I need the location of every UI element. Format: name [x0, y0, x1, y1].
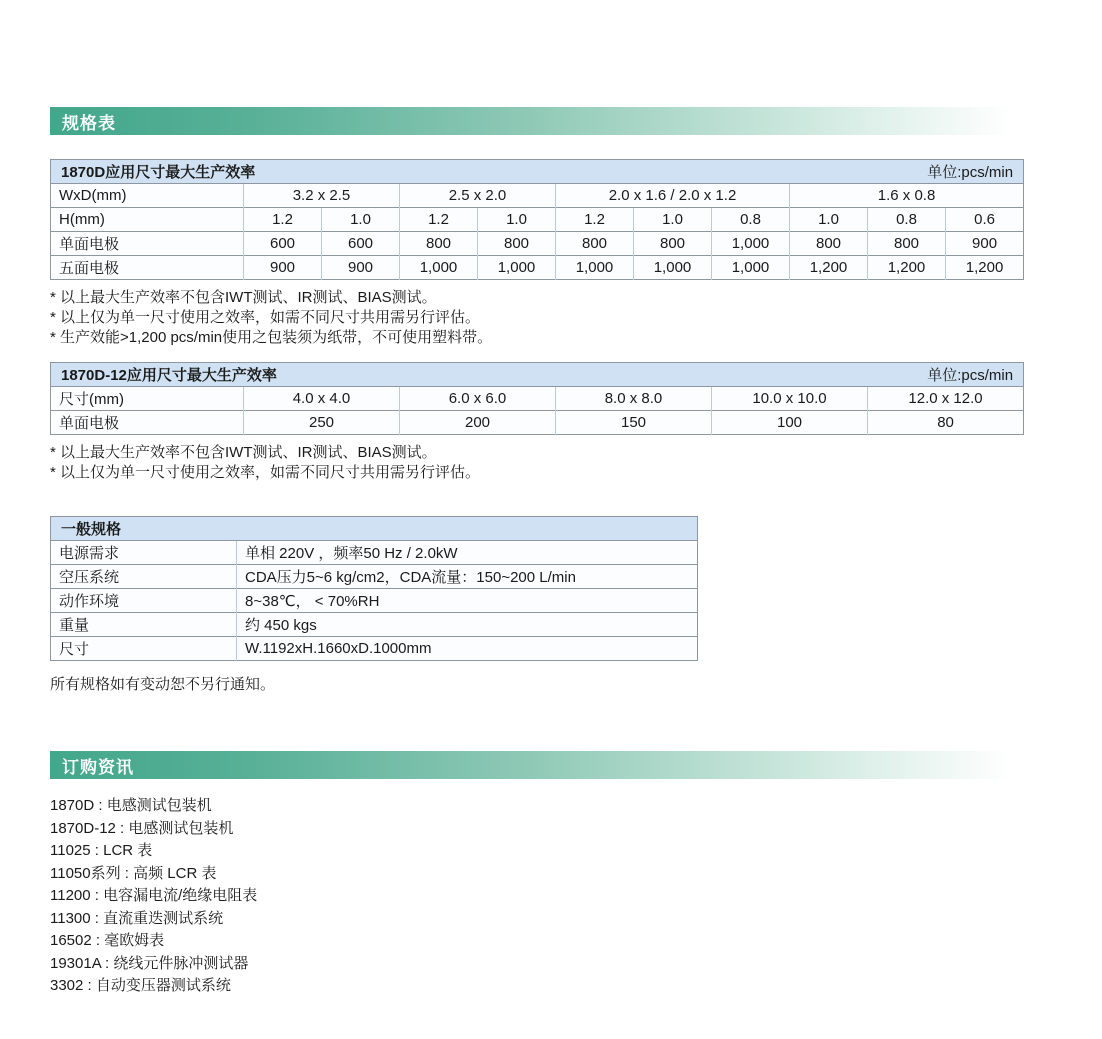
- table-row-wxd: [51, 184, 1024, 208]
- table-cell: 4.0 x 4.0: [244, 387, 400, 411]
- table-title-row: [51, 363, 1024, 387]
- table-cell: 900: [244, 256, 322, 280]
- table-general-specs: [50, 516, 698, 661]
- order-item: 11300 : 直流重迭测试系统: [50, 909, 224, 927]
- table-cell: 1.0: [790, 208, 868, 232]
- table-cell: 8.0 x 8.0: [556, 387, 712, 411]
- table-row-single-electrode: [51, 411, 1024, 435]
- table-title: 一般规格: [61, 521, 122, 538]
- section-header-ordering-label: 订购资讯: [62, 757, 134, 777]
- note-line: * 以上最大生产效率不包含IWT测试、IR测试、BIAS测试。: [50, 289, 437, 306]
- note-line: * 以上仅为单一尺寸使用之效率，如需不同尺寸共用需另行评估。: [50, 464, 481, 481]
- table-cell: 1,000: [712, 232, 790, 256]
- notes-1870d: [50, 288, 1052, 348]
- table-row-h: [51, 208, 1024, 232]
- table-row-five-electrode: [51, 256, 1024, 280]
- table-cell: 100: [712, 411, 868, 435]
- row-label: H(mm): [51, 208, 244, 232]
- table-cell: 1.0: [478, 208, 556, 232]
- row-label: 尺寸(mm): [51, 387, 244, 411]
- note-line: * 以上最大生产效率不包含IWT测试、IR测试、BIAS测试。: [50, 444, 437, 461]
- spec-row-environment: [51, 589, 698, 613]
- table-cell: 600: [322, 232, 400, 256]
- row-label: 单面电极: [51, 411, 244, 435]
- section-header-specifications: [50, 107, 1052, 135]
- row-label: WxD(mm): [51, 184, 244, 208]
- order-item: 3302 : 自动变压器测试系统: [50, 977, 231, 994]
- table-cell: 1.0: [634, 208, 712, 232]
- table-cell: 2.0 x 1.6 / 2.0 x 1.2: [556, 184, 790, 208]
- section-header-ordering: [50, 751, 1052, 779]
- table-1870d-efficiency: [50, 159, 1024, 280]
- table-title: 1870D应用尺寸最大生产效率: [61, 164, 256, 181]
- table-cell: 800: [868, 232, 946, 256]
- table-title-row: [51, 160, 1024, 184]
- table-cell: 1,000: [712, 256, 790, 280]
- notes-1870d12: [50, 443, 1052, 483]
- table-cell: 1.2: [556, 208, 634, 232]
- table-cell: 1,200: [790, 256, 868, 280]
- spec-row-air: [51, 565, 698, 589]
- table-cell: 1,200: [946, 256, 1024, 280]
- page-content: [50, 107, 1052, 998]
- spec-label: 电源需求: [51, 541, 237, 565]
- section-header-specifications-label: 规格表: [62, 113, 116, 133]
- order-info-list: [50, 795, 1052, 998]
- row-label: 单面电极: [51, 232, 244, 256]
- table-1870d12-efficiency: [50, 362, 1024, 435]
- table-cell: 1.2: [244, 208, 322, 232]
- note-line: * 生产效能>1,200 pcs/min使用之包装须为纸带，不可使用塑料带。: [50, 329, 493, 346]
- table-unit-label: 单位:pcs/min: [927, 367, 1014, 384]
- spec-value: 单相 220V ，频率50 Hz / 2.0kW: [237, 541, 698, 565]
- table-cell: 1,200: [868, 256, 946, 280]
- table-cell: 1.0: [322, 208, 400, 232]
- order-item: 11050系列 : 高频 LCR 表: [50, 864, 217, 882]
- row-label: 五面电极: [51, 256, 244, 280]
- order-item: 1870D : 电感测试包装机: [50, 797, 212, 814]
- spec-value: 约 450 kgs: [237, 613, 698, 637]
- table-cell: 800: [478, 232, 556, 256]
- table-cell: 800: [400, 232, 478, 256]
- table-cell: 12.0 x 12.0: [868, 387, 1024, 411]
- table-cell: 600: [244, 232, 322, 256]
- table-cell: 3.2 x 2.5: [244, 184, 400, 208]
- table-cell: 10.0 x 10.0: [712, 387, 868, 411]
- order-item: 11025 : LCR 表: [50, 842, 153, 859]
- table-cell: 1.2: [400, 208, 478, 232]
- table-cell: 1,000: [400, 256, 478, 280]
- table-unit-label: 单位:pcs/min: [927, 164, 1014, 181]
- table-cell: 80: [868, 411, 1024, 435]
- table-cell: 900: [322, 256, 400, 280]
- table-cell: 800: [790, 232, 868, 256]
- spec-row-dimensions: [51, 637, 698, 661]
- spec-value: CDA压力5~6 kg/cm2，CDA流量：150~200 L/min: [237, 565, 698, 589]
- table-title-row: [51, 517, 698, 541]
- table-cell: 2.5 x 2.0: [400, 184, 556, 208]
- spec-label: 重量: [51, 613, 237, 637]
- table-cell: 6.0 x 6.0: [400, 387, 556, 411]
- table-cell: 150: [556, 411, 712, 435]
- spec-value: W.1192xH.1660xD.1000mm: [237, 637, 698, 661]
- table-cell: 800: [634, 232, 712, 256]
- order-item: 1870D-12 : 电感测试包装机: [50, 819, 234, 837]
- spec-label: 空压系统: [51, 565, 237, 589]
- table-cell: 0.8: [868, 208, 946, 232]
- spec-label: 动作环境: [51, 589, 237, 613]
- spec-label: 尺寸: [51, 637, 237, 661]
- table-cell: 0.6: [946, 208, 1024, 232]
- table-cell: 1,000: [478, 256, 556, 280]
- table-cell: 200: [400, 411, 556, 435]
- table-cell: 800: [556, 232, 634, 256]
- table-cell: 900: [946, 232, 1024, 256]
- table-cell: 1.6 x 0.8: [790, 184, 1024, 208]
- table-row-size: [51, 387, 1024, 411]
- order-item: 19301A : 绕线元件脉冲测试器: [50, 954, 249, 972]
- table-cell: 250: [244, 411, 400, 435]
- table-cell: 1,000: [556, 256, 634, 280]
- order-item: 16502 : 毫欧姆表: [50, 932, 165, 949]
- spec-value: 8~38℃， < 70%RH: [237, 589, 698, 613]
- spec-row-weight: [51, 613, 698, 637]
- table-title: 1870D-12应用尺寸最大生产效率: [61, 367, 277, 384]
- table-cell: 1,000: [634, 256, 712, 280]
- order-item: 11200 : 电容漏电流/绝缘电阻表: [50, 887, 258, 904]
- table-row-single-electrode: [51, 232, 1024, 256]
- spec-row-power: [51, 541, 698, 565]
- disclaimer-text: 所有规格如有变动恕不另行通知。: [50, 676, 276, 693]
- table-cell: 0.8: [712, 208, 790, 232]
- note-line: * 以上仅为单一尺寸使用之效率，如需不同尺寸共用需另行评估。: [50, 309, 481, 326]
